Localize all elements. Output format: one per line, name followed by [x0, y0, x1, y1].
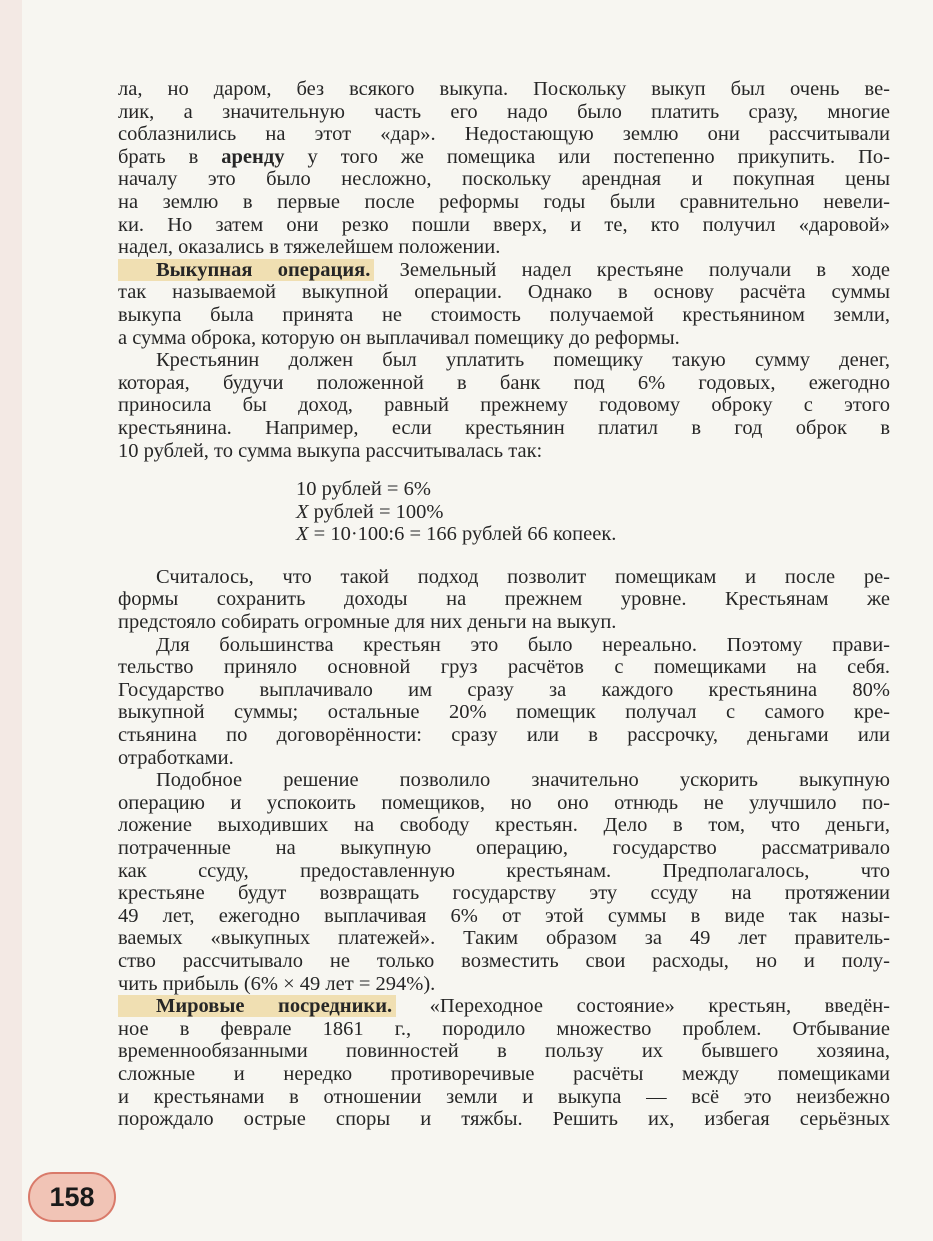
- variable-x: X: [296, 500, 309, 523]
- text-line: соблазнились на этот «дар». Недостающую землю они рассчитывали: [118, 123, 890, 146]
- text-line: Государство выплачивало им сразу за каждого крестьянина 80%: [118, 678, 890, 701]
- page-number: 158: [49, 1182, 95, 1212]
- variable-x: X: [296, 523, 309, 546]
- text-line: крестьяне будут возвращать государству эту ссуду на протяжении: [118, 882, 890, 905]
- text-line: как ссуду, предоставленную крестьянам. Предполагалось, что: [118, 859, 890, 882]
- text-line: ваемых «выкупных платежей». Таким образом за 49 лет правитель-: [118, 927, 890, 950]
- text-line: и крестьянами в отношении земли и выкупа — всё это неизбежно: [118, 1085, 890, 1108]
- section-first-line: [118, 995, 890, 1018]
- text-fragment: «Переходное состояние» крестьян, введён-: [396, 995, 890, 1018]
- page-edge-strip: [0, 0, 22, 1241]
- formula-line: 10 рублей = 6%: [296, 478, 431, 501]
- text-line: формы сохранить доходы на прежнем уровне. Крестьянам же: [118, 588, 890, 611]
- text-line: выкупной суммы; остальные 20% помещик получал с самого кре-: [118, 701, 890, 724]
- text-line: а сумма оброка, которую он выплачивал помещику до реформы.: [118, 326, 680, 349]
- text-line: порождало острые споры и тяжбы. Решить их, избегая серьёзных: [118, 1108, 890, 1131]
- section-heading-vykupnaya-operatsiya: Выкупная операция.: [118, 259, 374, 281]
- text-line: тельство приняло основной груз расчётов с помещиками на себя.: [118, 656, 890, 679]
- text-line: лик, а значительную часть его надо было платить сразу, многие: [118, 100, 890, 123]
- text-line: чить прибыль (6% × 49 лет = 294%).: [118, 972, 436, 995]
- text-line: Крестьянин должен был уплатить помещику такую сумму денег,: [156, 349, 890, 372]
- text-line: ки. Но затем они резко пошли вверх, и те, кто получил «даровой»: [118, 213, 890, 236]
- text-line: стьянина по договорённости: сразу или в рассрочку, деньгами или: [118, 724, 890, 747]
- text-line: на землю в первые после реформы годы были сравнительно невели-: [118, 190, 890, 213]
- body-text: [118, 78, 890, 1131]
- text-line: началу это было несложно, поскольку арендная и покупная цены: [118, 168, 890, 191]
- text-line: приносила бы доход, равный прежнему годовому оброку с этого: [118, 394, 890, 417]
- text-line: ство рассчитывало не только возместить свои расходы, но и полу-: [118, 949, 890, 972]
- text-line: надел, оказались в тяжелейшем положении.: [118, 236, 501, 259]
- text-line: ное в феврале 1861 г., породило множество проблем. Отбывание: [118, 1017, 890, 1040]
- text-line: потраченные на выкупную операцию, государство рассматривало: [118, 837, 890, 859]
- text-line: 10 рублей, то сумма выкупа рассчитывалась так:: [118, 439, 543, 462]
- section-heading-mirovye-posredniki: Мировые посредники.: [118, 995, 396, 1017]
- text-line: Подобное решение позволило значительно ускорить выкупную: [156, 769, 890, 792]
- redemption-formula: [118, 478, 890, 546]
- text-line: Считалось, что такой подход позволит помещикам и после ре-: [156, 565, 890, 588]
- formula-line: X рублей = 100%: [296, 500, 444, 523]
- text-line: временнообязанными повинностей в пользу их бывшего хозяина,: [118, 1040, 890, 1063]
- text-fragment: Земельный надел крестьяне получали в ходе: [374, 258, 890, 281]
- text-line: сложные и нередко противоречивые расчёты между помещиками: [118, 1062, 890, 1085]
- text-line: предстояло собирать огромные для них деньги на выкуп.: [118, 611, 617, 634]
- text-line: отработками.: [118, 746, 234, 769]
- text-line: которая, будучи положенной в банк под 6% годовых, ежегодно: [118, 371, 890, 394]
- text-fragment: у того же помещика или постепенно прикупить. По-: [284, 145, 890, 168]
- text-line: выкупа была принята не стоимость получаемой крестьянином земли,: [118, 303, 890, 326]
- text-line: ла, но даром, без всякого выкупа. Поскольку выкуп был очень ве-: [118, 78, 890, 100]
- text-line: ложение выходивших на свободу крестьян. Дело в том, что деньги,: [118, 814, 890, 837]
- text-line: так называемой выкупной операции. Однако в основу расчёта суммы: [118, 281, 890, 304]
- term-arenda: аренду: [221, 145, 285, 168]
- text-line: Для большинства крестьян это было нереально. Поэтому прави-: [156, 633, 890, 656]
- text-line: крестьянина. Например, если крестьянин платил в год оброк в: [118, 416, 890, 439]
- text-fragment: брать в: [118, 145, 222, 168]
- section-first-line: [118, 259, 890, 282]
- text-line: операцию и успокоить помещиков, но оно отнюдь не улучшило по-: [118, 791, 890, 814]
- text-line: [118, 146, 890, 169]
- text-line: 49 лет, ежегодно выплачивая 6% от этой суммы в виде так назы-: [118, 904, 890, 927]
- formula-line: X = 10·100:6 = 166 рублей 66 копеек.: [296, 523, 617, 546]
- page-number-badge: [28, 1172, 116, 1222]
